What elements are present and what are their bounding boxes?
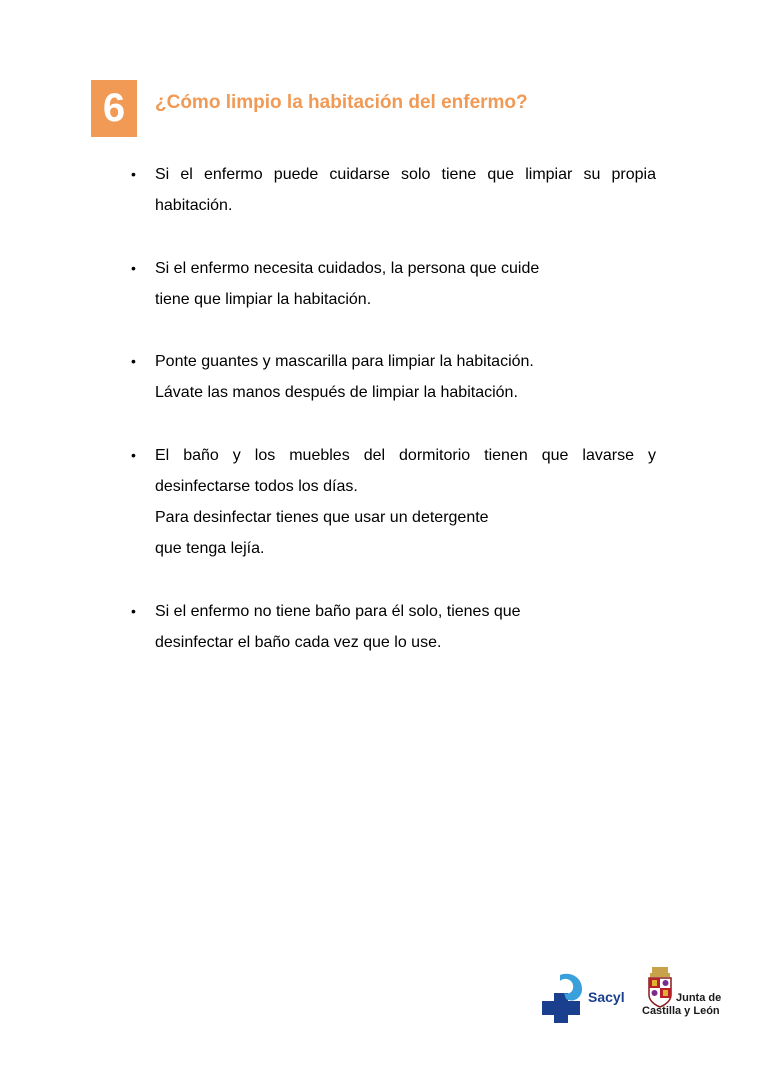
footer-logos <box>540 965 730 1025</box>
list-item <box>131 440 656 564</box>
list-item <box>131 596 656 658</box>
list-item-line: tiene que limpiar la habitación. <box>155 291 372 308</box>
sacyl-logo-icon <box>540 971 588 1025</box>
list-item-line: Si el enfermo puede cuidarse solo tiene que limpiar su propia <box>155 166 656 183</box>
bullet-icon: • <box>131 447 136 463</box>
list-item-line: habitación. <box>155 197 233 214</box>
list-item-line: que tenga lejía. <box>155 540 265 557</box>
list-item-text <box>155 596 656 658</box>
bullet-icon: • <box>131 260 136 276</box>
bullet-icon: • <box>131 353 136 369</box>
jcyl-line-1: Junta de <box>676 992 722 1004</box>
list-item-text <box>155 253 656 315</box>
section-title: ¿Cómo limpio la habitación del enfermo? <box>155 92 528 113</box>
sacyl-logo-text: Sacyl <box>588 989 625 1005</box>
list-item <box>131 159 656 221</box>
list-item <box>131 346 656 408</box>
list-item-line: Si el enfermo necesita cuidados, la persona que cuide <box>155 260 540 277</box>
section-number-badge: 6 <box>91 80 137 137</box>
list-item-line: Ponte guantes y mascarilla para limpiar la habitación. <box>155 353 534 370</box>
list-item-line: desinfectar el baño cada vez que lo use. <box>155 634 442 651</box>
list-item <box>131 253 656 315</box>
list-item-text <box>155 346 656 408</box>
list-item-line: El baño y los muebles del dormitorio tienen que lavarse y <box>155 447 656 464</box>
list-item-line: Para desinfectar tienes que usar un detergente <box>155 509 489 526</box>
jcyl-logo-text <box>642 992 721 1018</box>
bullet-icon: • <box>131 166 136 182</box>
list-item-line: desinfectarse todos los días. <box>155 478 358 495</box>
list-item-line: Lávate las manos después de limpiar la habitación. <box>155 384 518 401</box>
list-item-text <box>155 440 656 564</box>
list-item-text <box>155 159 656 221</box>
bullet-icon: • <box>131 603 136 619</box>
list-item-line: Si el enfermo no tiene baño para él solo, tienes que <box>155 603 521 620</box>
jcyl-line-2: Castilla y León <box>642 1005 720 1017</box>
